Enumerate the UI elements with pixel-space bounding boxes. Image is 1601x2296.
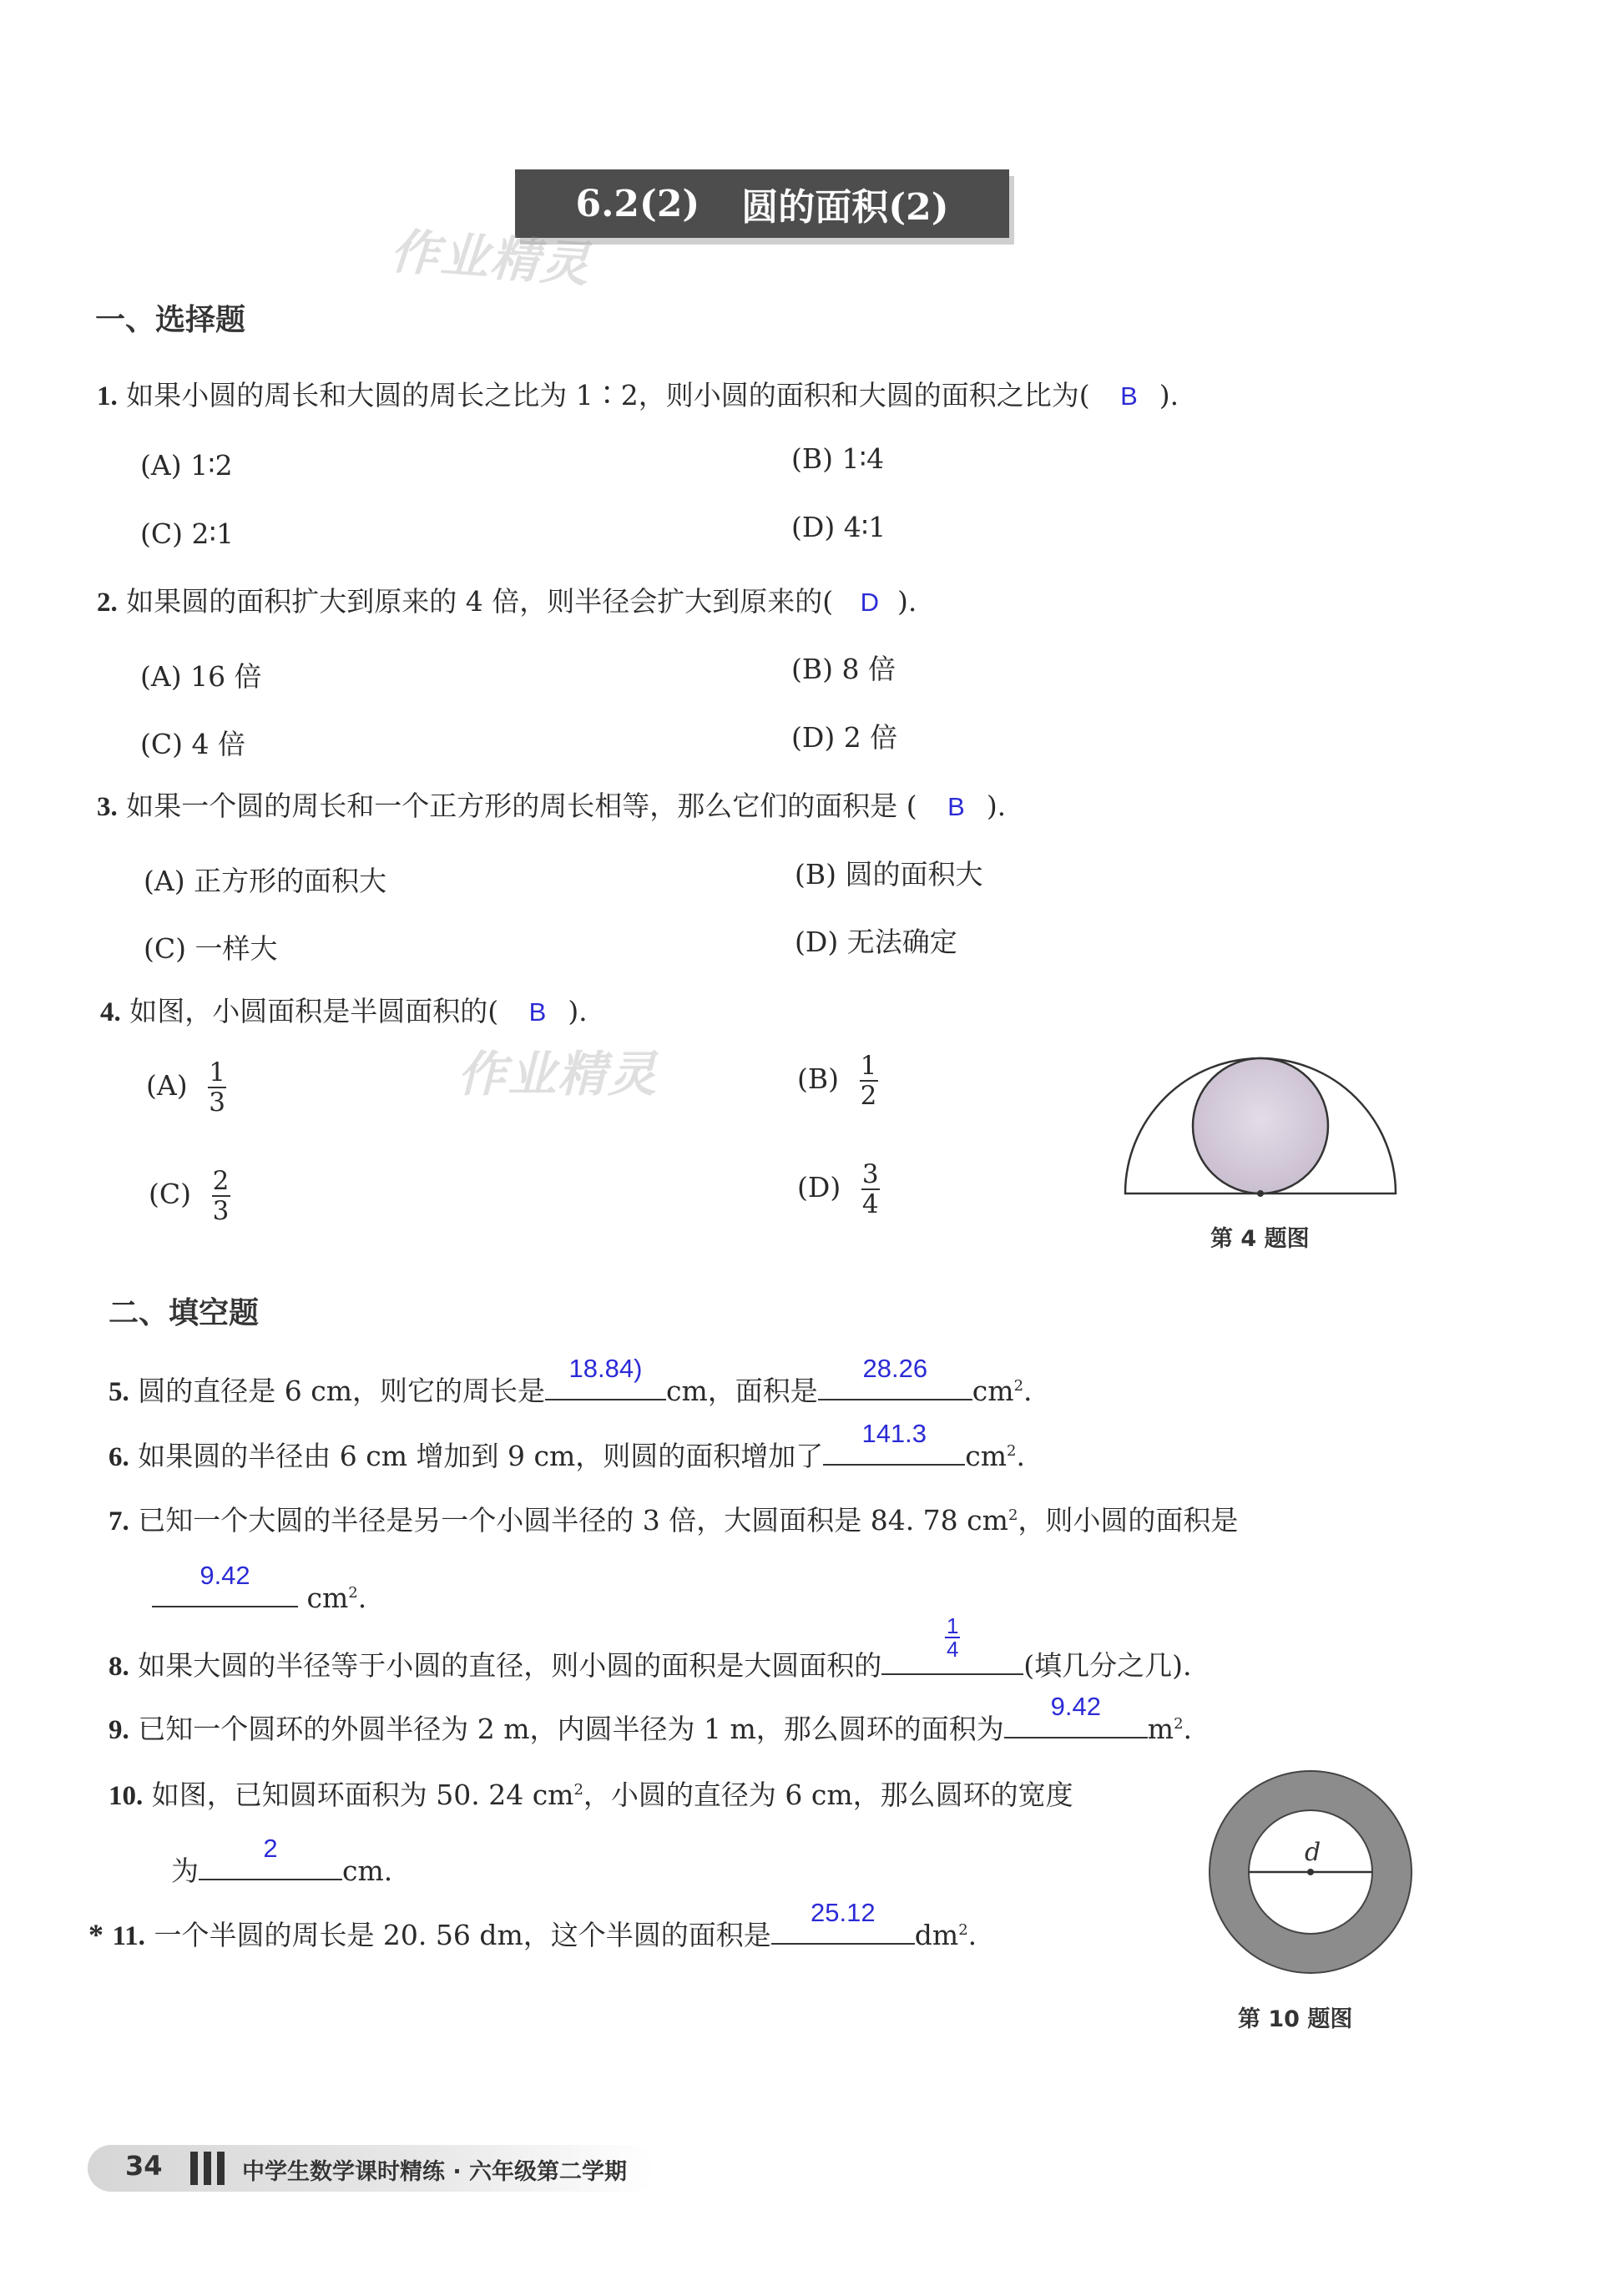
answer-6: 141.3 xyxy=(861,1419,927,1448)
question-10: 10. 如图，已知圆环面积为 50. 24 $cm^2$，小圆的直径为 6 cm，那么圆环的宽度 xyxy=(109,1779,1073,1811)
answer-11: 25.12 xyxy=(811,1898,876,1927)
q4-option-c: (C) $\frac{2}{3}$ xyxy=(149,1166,230,1226)
blank-11 xyxy=(771,1898,915,1945)
answer-7: 9.42 xyxy=(199,1561,250,1590)
figure-4-caption: 第 4 题图 xyxy=(1210,1226,1310,1252)
q4-option-d: (D) $\frac{3}{4}$ xyxy=(797,1159,879,1219)
blank-5b xyxy=(818,1354,972,1400)
question-5: 5. 圆的直径是 6 cm，则它的周长是 18.84) cm，面积是 28.26 $cm^2$. xyxy=(109,1354,1033,1407)
question-6: 6. 如果圆的半径由 6 cm 增加到 9 cm，则圆的面积增加了 141.3 $cm^2$. xyxy=(109,1419,1025,1472)
blank-5a xyxy=(545,1354,666,1400)
question-4: 4. 如图，小圆面积是半圆面积的( B ). xyxy=(100,995,588,1027)
diameter-label: d xyxy=(1305,1838,1321,1867)
q3-option-a: (A) 正方形的面积大 xyxy=(144,865,387,897)
answer-3: B xyxy=(947,792,965,821)
question-7: 7. 已知一个大圆的半径是另一个小圆半径的 3 倍，大圆面积是 84. 78 $cm^2$，则小圆的面积是 xyxy=(109,1504,1239,1537)
question-2: 2. 如果圆的面积扩大到原来的 4 倍，则半径会扩大到原来的( D ). xyxy=(97,585,917,618)
fraction: $\frac{1}{2}$ xyxy=(860,1051,877,1111)
question-7-line-2: 9.42 $cm^2$. xyxy=(152,1576,366,1614)
section-heading-choice: 一、选择题 xyxy=(95,303,246,337)
book-title: 中学生数学课时精练 · 六年级第二学期 xyxy=(242,2159,628,2185)
q3-option-b: (B) 圆的面积大 xyxy=(795,858,983,891)
blank-9 xyxy=(1004,1692,1148,1738)
footer-bar-1 xyxy=(190,2152,198,2185)
fraction: $\frac{2}{3}$ xyxy=(212,1166,230,1226)
inner-circle xyxy=(1193,1058,1328,1193)
answer-10: 2 xyxy=(263,1834,278,1863)
q1-option-b: (B) 1∶4 xyxy=(791,442,885,475)
challenge-star: * xyxy=(88,1918,104,1951)
figure-10-caption: 第 10 题图 xyxy=(1238,2006,1353,2032)
question-number: 4. xyxy=(100,997,121,1027)
question-number: 1. xyxy=(97,381,118,411)
tangent-point xyxy=(1257,1190,1264,1197)
q2-option-d: (D) 2 倍 xyxy=(791,721,898,754)
footer-bar-2 xyxy=(204,2152,211,2185)
section-heading-fill: 二、填空题 xyxy=(109,1296,260,1330)
answer-9: 9.42 xyxy=(1050,1692,1101,1721)
q4-option-b: (B) $\frac{1}{2}$ xyxy=(797,1051,877,1111)
watermark-top: 作业精灵 xyxy=(388,222,593,294)
q2-option-a: (A) 16 倍 xyxy=(140,660,262,693)
q2-option-c: (C) 4 倍 xyxy=(140,728,245,760)
annulus-figure xyxy=(1206,1768,1415,1976)
q1-option-c: (C) 2∶1 xyxy=(140,517,235,550)
answer-8-fraction: 1 4 xyxy=(947,1613,959,1662)
answer-5b: 28.26 xyxy=(862,1354,928,1383)
answer-4: B xyxy=(528,997,547,1027)
fraction: $\frac{3}{4}$ xyxy=(861,1159,879,1219)
q1-option-d: (D) 4∶1 xyxy=(791,511,886,543)
q3-option-c: (C) 一样大 xyxy=(144,932,278,965)
blank-8 xyxy=(881,1613,1023,1675)
title-number: 6.2(2) xyxy=(575,182,700,225)
center-point xyxy=(1307,1869,1314,1875)
question-number: 2. xyxy=(97,588,118,618)
question-10-line-2: 为 2 cm. xyxy=(171,1834,393,1887)
question-11: * 11. 一个半圆的周长是 20. 56 dm，这个半圆的面积是 25.12 $dm^2$. xyxy=(88,1898,977,1951)
footer-bar-3 xyxy=(217,2152,225,2185)
title-text: 圆的面积(2) xyxy=(741,186,949,229)
question-3: 3. 如果一个圆的周长和一个正方形的周长相等，那么它们的面积是 ( B ). xyxy=(97,790,1007,822)
blank-6 xyxy=(823,1419,965,1466)
question-8: 8. 如果大圆的半径等于小圆的直径，则小圆的面积是大圆面积的 1 4 (填几分之几). xyxy=(109,1613,1192,1682)
answer-1: B xyxy=(1120,381,1138,411)
watermark-middle: 作业精灵 xyxy=(457,1046,659,1103)
question-9: 9. 已知一个圆环的外圆半径为 2 m，内圆半径为 1 m，那么圆环的面积为 9.42 $m^2$. xyxy=(109,1692,1193,1745)
q3-option-d: (D) 无法确定 xyxy=(795,926,957,958)
answer-2: D xyxy=(860,588,879,617)
question-1: 1. 如果小圆的周长和大圆的周长之比为 1∶2，则小圆的面积和大圆的面积之比为( B ). xyxy=(97,379,1179,411)
answer-5a: 18.84) xyxy=(568,1354,643,1383)
q1-option-a: (A) 1∶2 xyxy=(140,449,233,482)
page-number: 34 xyxy=(125,2150,163,2182)
fraction: $\frac{1}{3}$ xyxy=(209,1057,225,1118)
semicircle-figure xyxy=(1119,1035,1402,1202)
q2-option-b: (B) 8 倍 xyxy=(791,653,896,685)
question-number: 3. xyxy=(97,792,118,822)
q4-option-a: (A) $\frac{1}{3}$ xyxy=(146,1057,225,1118)
